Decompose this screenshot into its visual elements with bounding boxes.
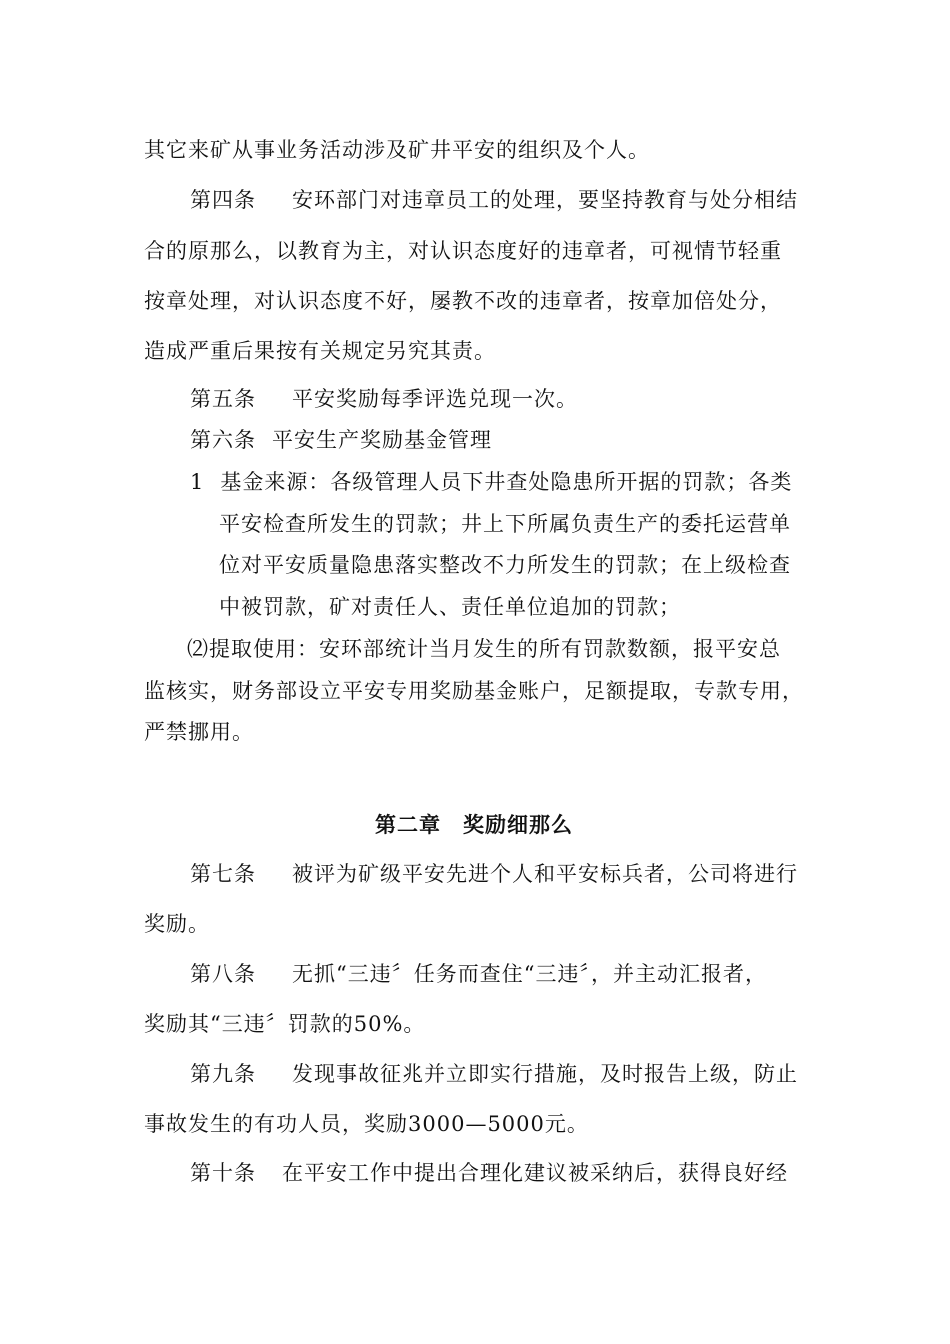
list-item-line: ⑵提取使用：安环部统计当月发生的所有罚款数额，报平安总 bbox=[187, 637, 781, 661]
paragraph-line: 奖励。 bbox=[144, 912, 210, 936]
paragraph-line: 监核实，财务部设立平安专用奖励基金账户，足额提取，专款专用， bbox=[144, 679, 804, 703]
list-item-text: 基金来源：各级管理人员下井查处隐患所开据的罚款；各类 bbox=[220, 470, 793, 494]
article-text: 安环部门对违章员工的处理，要坚持教育与处分相结 bbox=[292, 188, 798, 212]
article-text: 被评为矿级平安先进个人和平安标兵者，公司将进行 bbox=[292, 862, 798, 886]
list-item-line: 平安检查所发生的罚款；井上下所属负责生产的委托运营单 bbox=[219, 512, 791, 536]
paragraph-line: 事故发生的有功人员，奖励3000—5000元。 bbox=[144, 1112, 589, 1136]
article-line bbox=[190, 384, 578, 414]
list-number: 1 bbox=[190, 470, 205, 494]
article-text: 无抓“三违〞任务而查住“三违〞，并主动汇报者， bbox=[292, 962, 767, 986]
article-line bbox=[190, 185, 798, 215]
article-text: 平安生产奖励基金管理 bbox=[272, 428, 492, 452]
chapter-title: 第二章 奖励细那么 bbox=[375, 812, 573, 837]
article-label: 第四条 bbox=[190, 188, 256, 212]
paragraph-line: 严禁挪用。 bbox=[144, 720, 254, 744]
article-label: 第五条 bbox=[190, 387, 256, 411]
paragraph-line: 按章处理，对认识态度不好，屡教不改的违章者，按章加倍处分， bbox=[144, 289, 782, 313]
article-text: 发现事故征兆并立即实行措施，及时报告上级，防止 bbox=[292, 1062, 798, 1086]
paragraph-line: 奖励其“三违〞罚款的50%。 bbox=[144, 1012, 426, 1036]
article-label: 第六条 bbox=[190, 428, 256, 452]
article-line bbox=[190, 959, 767, 989]
article-label: 第七条 bbox=[190, 862, 256, 886]
paragraph-line: 其它来矿从事业务活动涉及矿井平安的组织及个人。 bbox=[144, 138, 650, 162]
article-label: 第八条 bbox=[190, 962, 256, 986]
article-text: 在平安工作中提出合理化建议被采纳后，获得良好经 bbox=[282, 1161, 788, 1185]
paragraph-line: 造成严重后果按有关规定另究其责。 bbox=[144, 339, 496, 363]
article-line bbox=[190, 1059, 798, 1089]
list-item-line bbox=[190, 467, 792, 497]
list-item-line: 中被罚款，矿对责任人、责任单位追加的罚款； bbox=[219, 595, 681, 619]
article-line bbox=[190, 1158, 788, 1188]
paragraph-line: 合的原那么，以教育为主，对认识态度好的违章者，可视情节轻重 bbox=[144, 239, 782, 263]
article-line bbox=[190, 859, 798, 889]
article-line bbox=[190, 425, 492, 455]
article-text: 平安奖励每季评选兑现一次。 bbox=[292, 387, 578, 411]
article-label: 第十条 bbox=[190, 1161, 256, 1185]
list-item-line: 位对平安质量隐患落实整改不力所发生的罚款；在上级检查 bbox=[219, 553, 791, 577]
article-label: 第九条 bbox=[190, 1062, 256, 1086]
